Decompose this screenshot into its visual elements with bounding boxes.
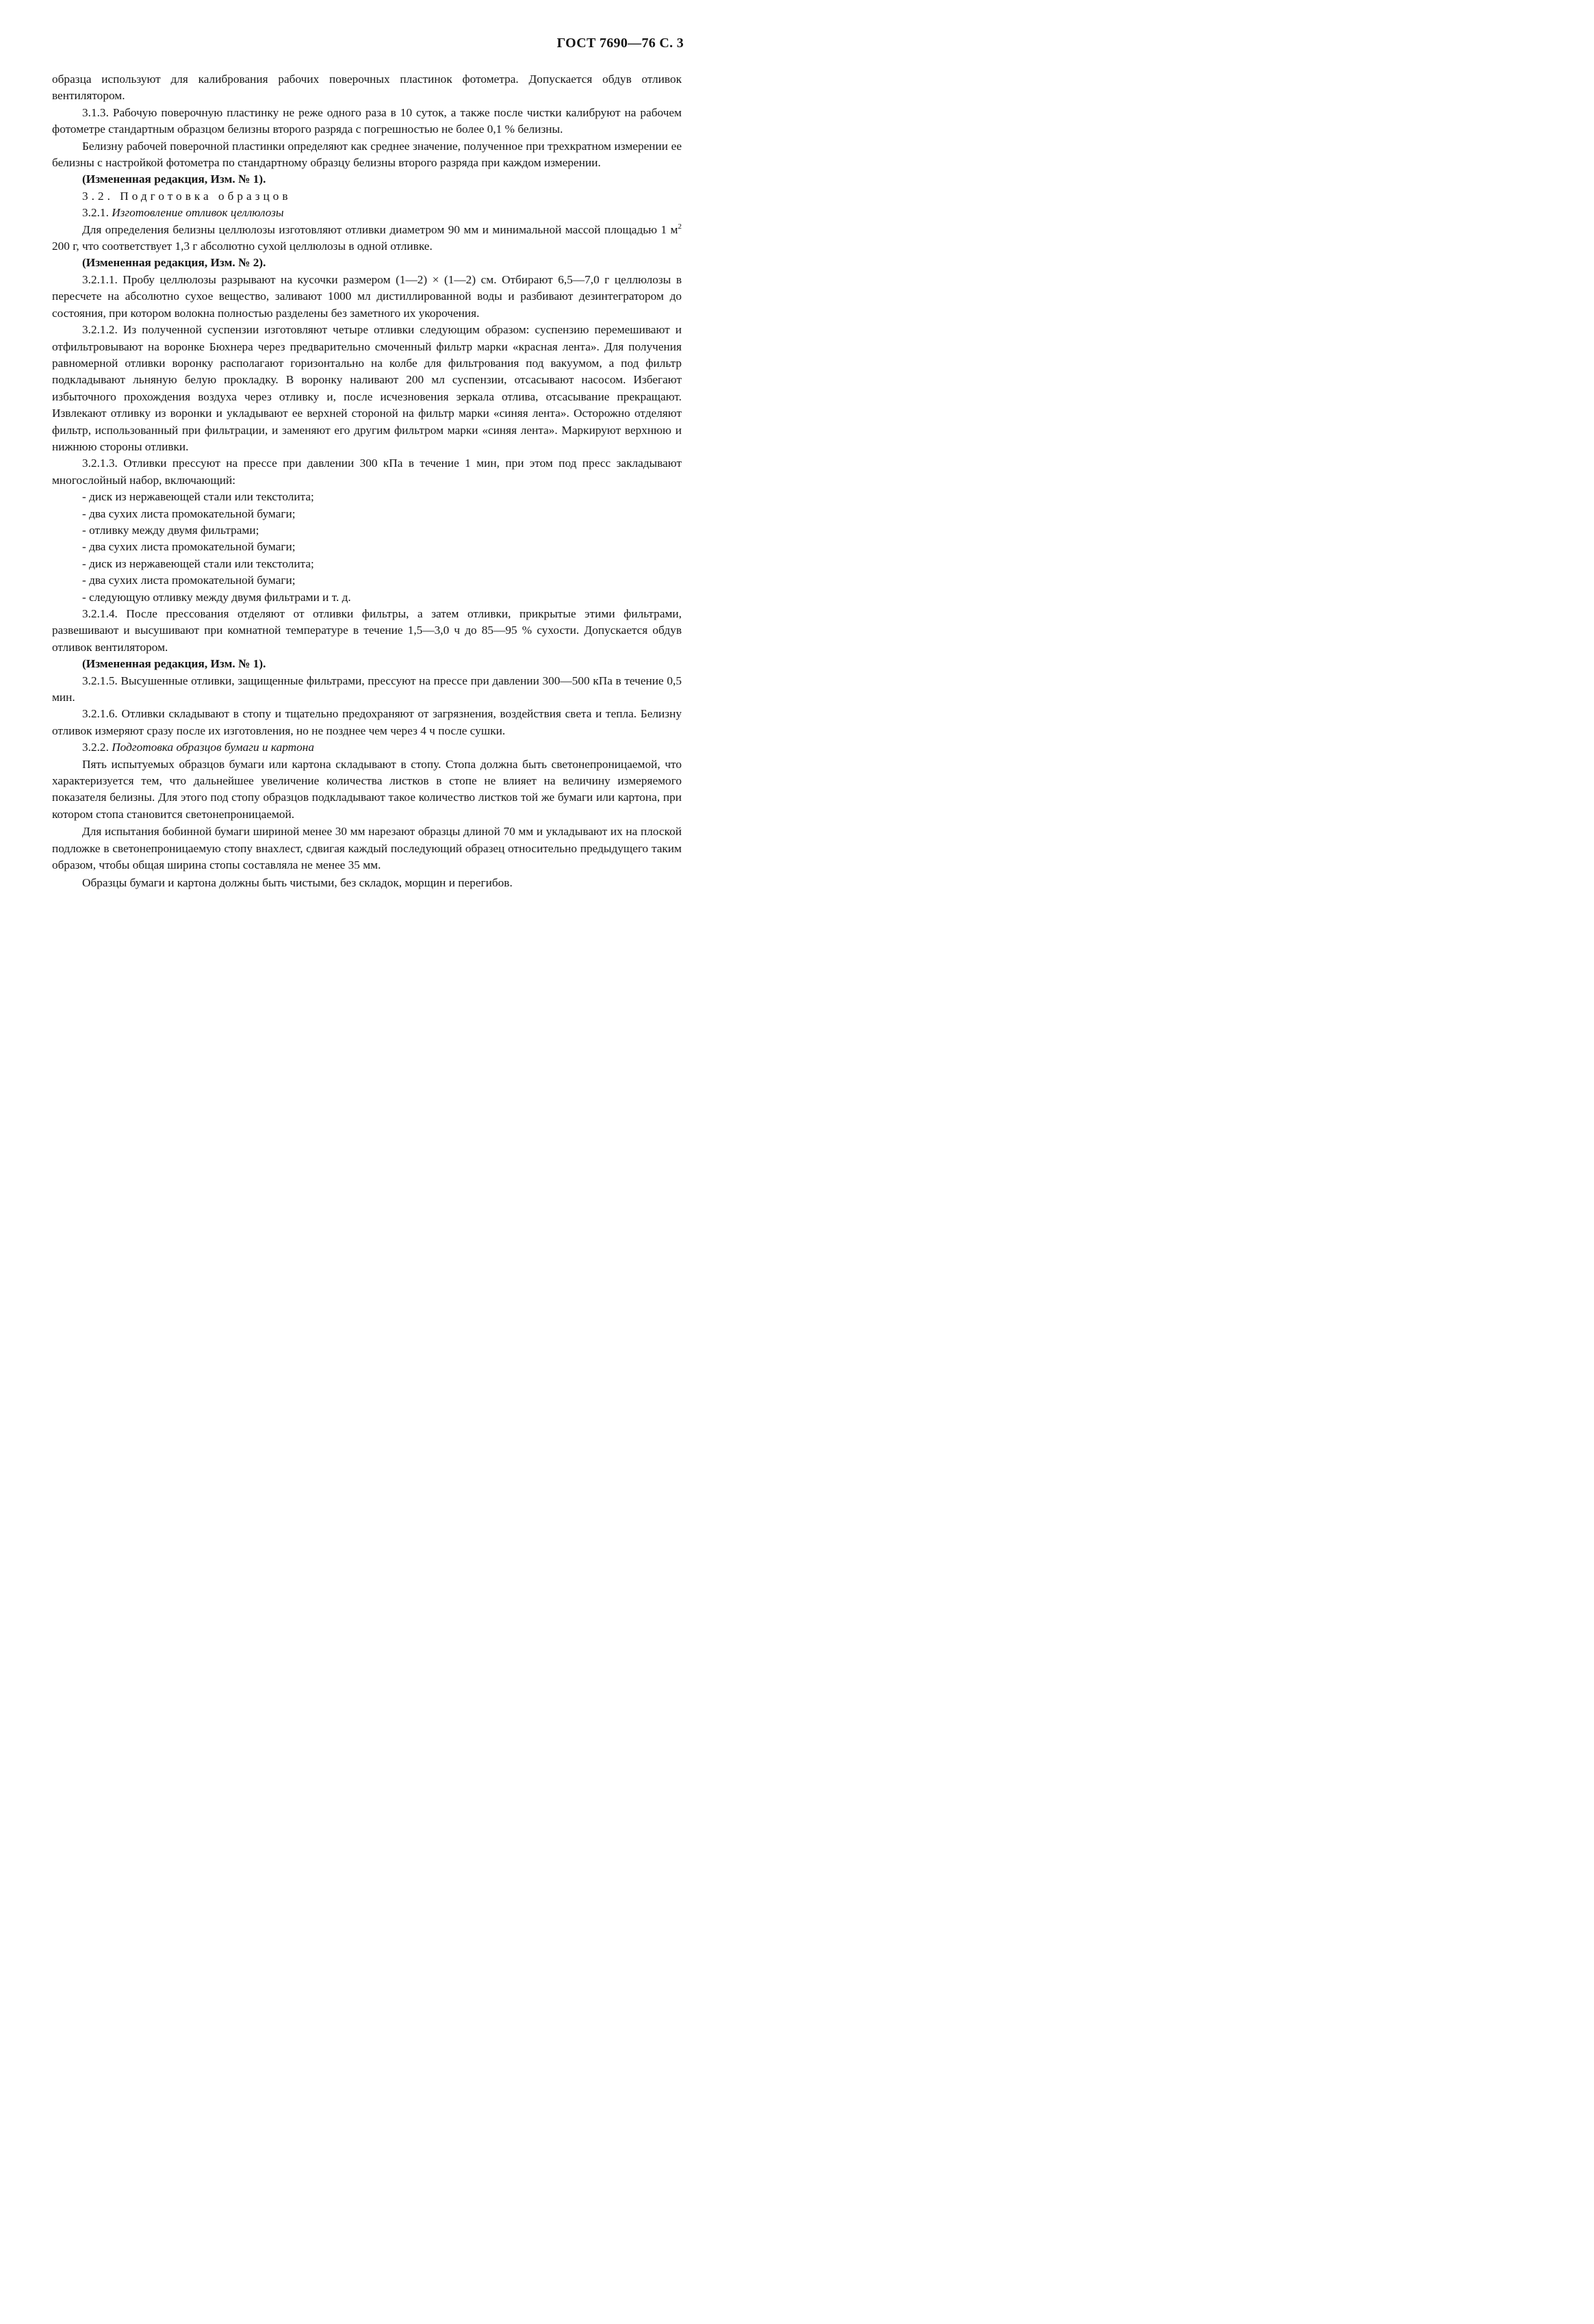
paragraph: Для испытания бобинной бумаги шириной менее 30 мм нарезают образцы длиной 70 мм и укладывают их на плоской подложке в светонепроницаемую стопу внахлест, сдвигая каждый последующий образец относительно предыдущего таким образом, чтобы общая ширина стопы составляла не менее 35 мм.	[52, 825, 682, 872]
amendment-note: (Измененная редакция, Изм. № 2).	[82, 256, 266, 270]
section-heading-3-2: 3.2. Подготовка образцов	[82, 189, 292, 203]
list-item: - два сухих листа промокательной бумаги;	[82, 507, 296, 520]
text-run: 200 г, что соответствует 1,3 г абсолютно сухой целлюлозы в одной отливке.	[52, 240, 433, 253]
paragraph: Белизну рабочей поверочной пластинки определяют как среднее значение, полученное при трехкратном измерении ее белизны с настройкой фотометра по стандартному образцу белизны второго разряда при каждом измерении.	[52, 139, 682, 170]
list-item: - два сухих листа промокательной бумаги;	[82, 540, 296, 554]
press-set-list	[52, 489, 682, 606]
clause-3-2-1-5: 3.2.1.5. Высушенные отливки, защищенные фильтрами, прессуют на прессе при давлении 300—500 кПа в течение 0,5 мин.	[52, 674, 682, 704]
clause-3-1-3: 3.1.3. Рабочую поверочную пластинку не реже одного раза в 10 суток, а также после чистки калибруют на рабочем фотометре стандартным образцом белизны второго разряда с погрешностью не более 0,1 % белизны.	[52, 105, 682, 136]
list-item: - два сухих листа промокательной бумаги;	[82, 574, 296, 587]
subsection-title: Подготовка образцов бумаги и картона	[112, 741, 314, 754]
paragraph: Пять испытуемых образцов бумаги или картона складывают в стопу. Стопа должна быть светонепроницаемой, что характеризуется тем, что дальнейшее увеличение количества листков в стопе не влияет на величину измеряемого показателя белизны. Для этого под стопу образцов подкладывают такое количество листков той же бумаги или картона, при котором стопа становится светонепроницаемой.	[52, 757, 682, 821]
text-run: Для определения белизны целлюлозы изготовляют отливки диаметром 90 мм и минимальной массой площадью 1 м	[82, 222, 678, 236]
list-item: - диск из нержавеющей стали или текстолита;	[82, 557, 314, 570]
clause-3-2-1-2: 3.2.1.2. Из полученной суспензии изготовляют четыре отливки следующим образом: суспензию перемешивают и отфильтровывают на воронке Бюхнера через предварительно смоченный фильтр марки «красная лента». Для получения равномерной отливки воронку располагают горизонтально на колбе для фильтрования под вакуумом, а под фильтр подкладывают льняную белую прокладку. В воронку наливают 200 мл суспензии, отсасывают насосом. Избегают избыточного прохождения воздуха через отливку и, после исчезновения зеркала отлива, отсасывание прекращают. Извлекают отливку из воронки и укладывают ее верхней стороной на фильтр марки «синяя лента». Осторожно отделяют фильтр, использованный при фильтрации, и заменяют его другим фильтром марки «синяя лента». Маркируют верхнюю и нижнюю стороны отливки.	[52, 323, 682, 453]
document-page	[0, 0, 740, 1078]
subsection-title: Изготовление отливок целлюлозы	[112, 206, 284, 220]
page-header: ГОСТ 7690—76 С. 3	[556, 36, 684, 51]
paragraph	[52, 222, 682, 255]
clause-number: 3.2.1.	[82, 206, 112, 220]
paragraph: Образцы бумаги и картона должны быть чистыми, без складок, морщин и перегибов.	[82, 876, 513, 889]
paragraph: образца используют для калибрования рабочих поверочных пластинок фотометра. Допускается обдув отливок вентилятором.	[52, 73, 682, 103]
subsection-heading-3-2-1	[52, 205, 682, 221]
amendment-note: (Измененная редакция, Изм. № 1).	[82, 657, 266, 671]
list-item: - следующую отливку между двумя фильтрами и т. д.	[82, 590, 351, 604]
clause-3-2-1-1: 3.2.1.1. Пробу целлюлозы разрывают на кусочки размером (1—2) × (1—2) см. Отбирают 6,5—7,0 г целлюлозы в пересчете на абсолютно сухое вещество, заливают 1000 мл дистиллированной воды и разбивают дезинтегратором до состояния, при котором волокна полностью разделены без заметного их укорочения.	[52, 272, 682, 320]
clause-3-2-1-3: 3.2.1.3. Отливки прессуют на прессе при давлении 300 кПа в течение 1 мин, при этом под пресс закладывают многослойный набор, включающий:	[52, 457, 682, 487]
superscript: 2	[678, 222, 682, 231]
list-item: - диск из нержавеющей стали или текстолита;	[82, 490, 314, 504]
amendment-note: (Измененная редакция, Изм. № 1).	[82, 173, 266, 186]
clause-3-2-1-6: 3.2.1.6. Отливки складывают в стопу и тщательно предохраняют от загрязнения, воздействия света и тепла. Белизну отливок измеряют сразу после их изготовления, но не позднее чем через 4 ч после сушки.	[52, 707, 682, 737]
clause-number: 3.2.2.	[82, 741, 112, 754]
document-body	[52, 71, 682, 891]
list-item: - отливку между двумя фильтрами;	[82, 523, 259, 537]
clause-3-2-1-4: 3.2.1.4. После прессования отделяют от отливки фильтры, а затем отливки, прикрытые этими фильтрами, развешивают и высушивают при комнатной температуре в течение 1,5—3,0 ч до 85—95 % сухости. Допускается обдув отливок вентилятором.	[52, 607, 682, 654]
subsection-heading-3-2-2	[52, 739, 682, 756]
